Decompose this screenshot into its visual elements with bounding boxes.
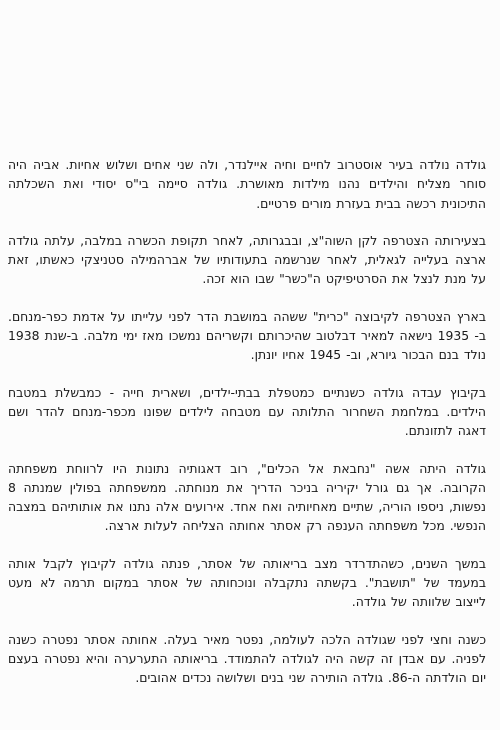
paragraph-final-years: כשנה וחצי לפני שגולדה הלכה לעולמה, נפטר מאיר בעלה. אחותה אסתר נפטרה כשנה לפניה. עם אבדן זה קשה היה לגולדה להתמודד. בריאותה התערערה והיא נפטרה בעצם יום הולדתה ה-86. גולדה הותירה שני בנים ושלושה נכדים אהובים.: [8, 631, 486, 686]
paragraph-family-loss: גולדה היתה אשה "נחבאת אל הכלים", רוב דאגותיה נתונות היו לרווחת משפחתה הקרובה. אך גם גורל יקיריה בניכר הדריך את מנוחתה. ממשפחתה בפולין שמנתה 8 נפשות, ניספו הוריה, שתיים מאחיותיה ואח אחד. אירועים אלה נתנו את אותותיהם במצבה הנפשי. מכל משפחתה הענפה רק אסתר אחותה הצליחה לעלות ארצה.: [8, 460, 486, 534]
paragraph-kibbutz-marriage: בארץ הצטרפה לקיבוצה "כרית" ששהה במושבת הדר לפני עלייתו על אדמת כפר-מנחם. ב- 1935 נישאה למאיר דבלטוב שהיכרותם וקשריהם נמשכו מאז ימי מלבה. ב-שנת 1938 נולד בנם הבכור גיורא, וב- 1945 אחיו יונתן.: [8, 308, 486, 363]
paragraph-kibbutz-work: בקיבוץ עבדה גולדה כשנתיים כמטפלת בבתי-ילדים, ושארית חייה - כמבשלת במטבח הילדים. במלחמת השחרור התלותה עם מטבחה לילדים שפונו מכפר-מנחם להדר ושם דאגה לתזונתם.: [8, 384, 486, 439]
document-body: [8, 155, 486, 706]
paragraph-sister-esther: במשך השנים, כשהתדרדר מצב בריאותה של אסתר, פנתה גולדה לקיבוץ לקבל אותה במעמד של "תושבת". בקשתה נתקבלה ונוכחותה של אסתר במקום תרמה לא מעט לייצוב שלוותה של גולדה.: [8, 555, 486, 610]
paragraph-childhood: גולדה נולדה בעיר אוסטרוב לחיים וחיה איילנדר, ולה שני אחים ושלוש אחיות. אביה היה סוחר מצליח והילדים נהנו מילדות מאושרת. גולדה סיימה בי"ס יסודי ואת השכלתה התיכונית רכשה בבית בעזרת מורים פרטיים.: [8, 157, 486, 211]
paragraph-youth-immigration: בצעירותה הצטרפה לקן השוה"צ, ובבגרותה, לאחר תקופת הכשרה במלבה, עלתה גולדה ארצה בעלייה לגאלית, לאחר שנרשמה בתעודותיו של אברהמילה סטניצקי כאשתו, זאת על מנת לנצל את הסרטיפיקט ה"כשר" שבו הוא זכה.: [8, 232, 486, 287]
